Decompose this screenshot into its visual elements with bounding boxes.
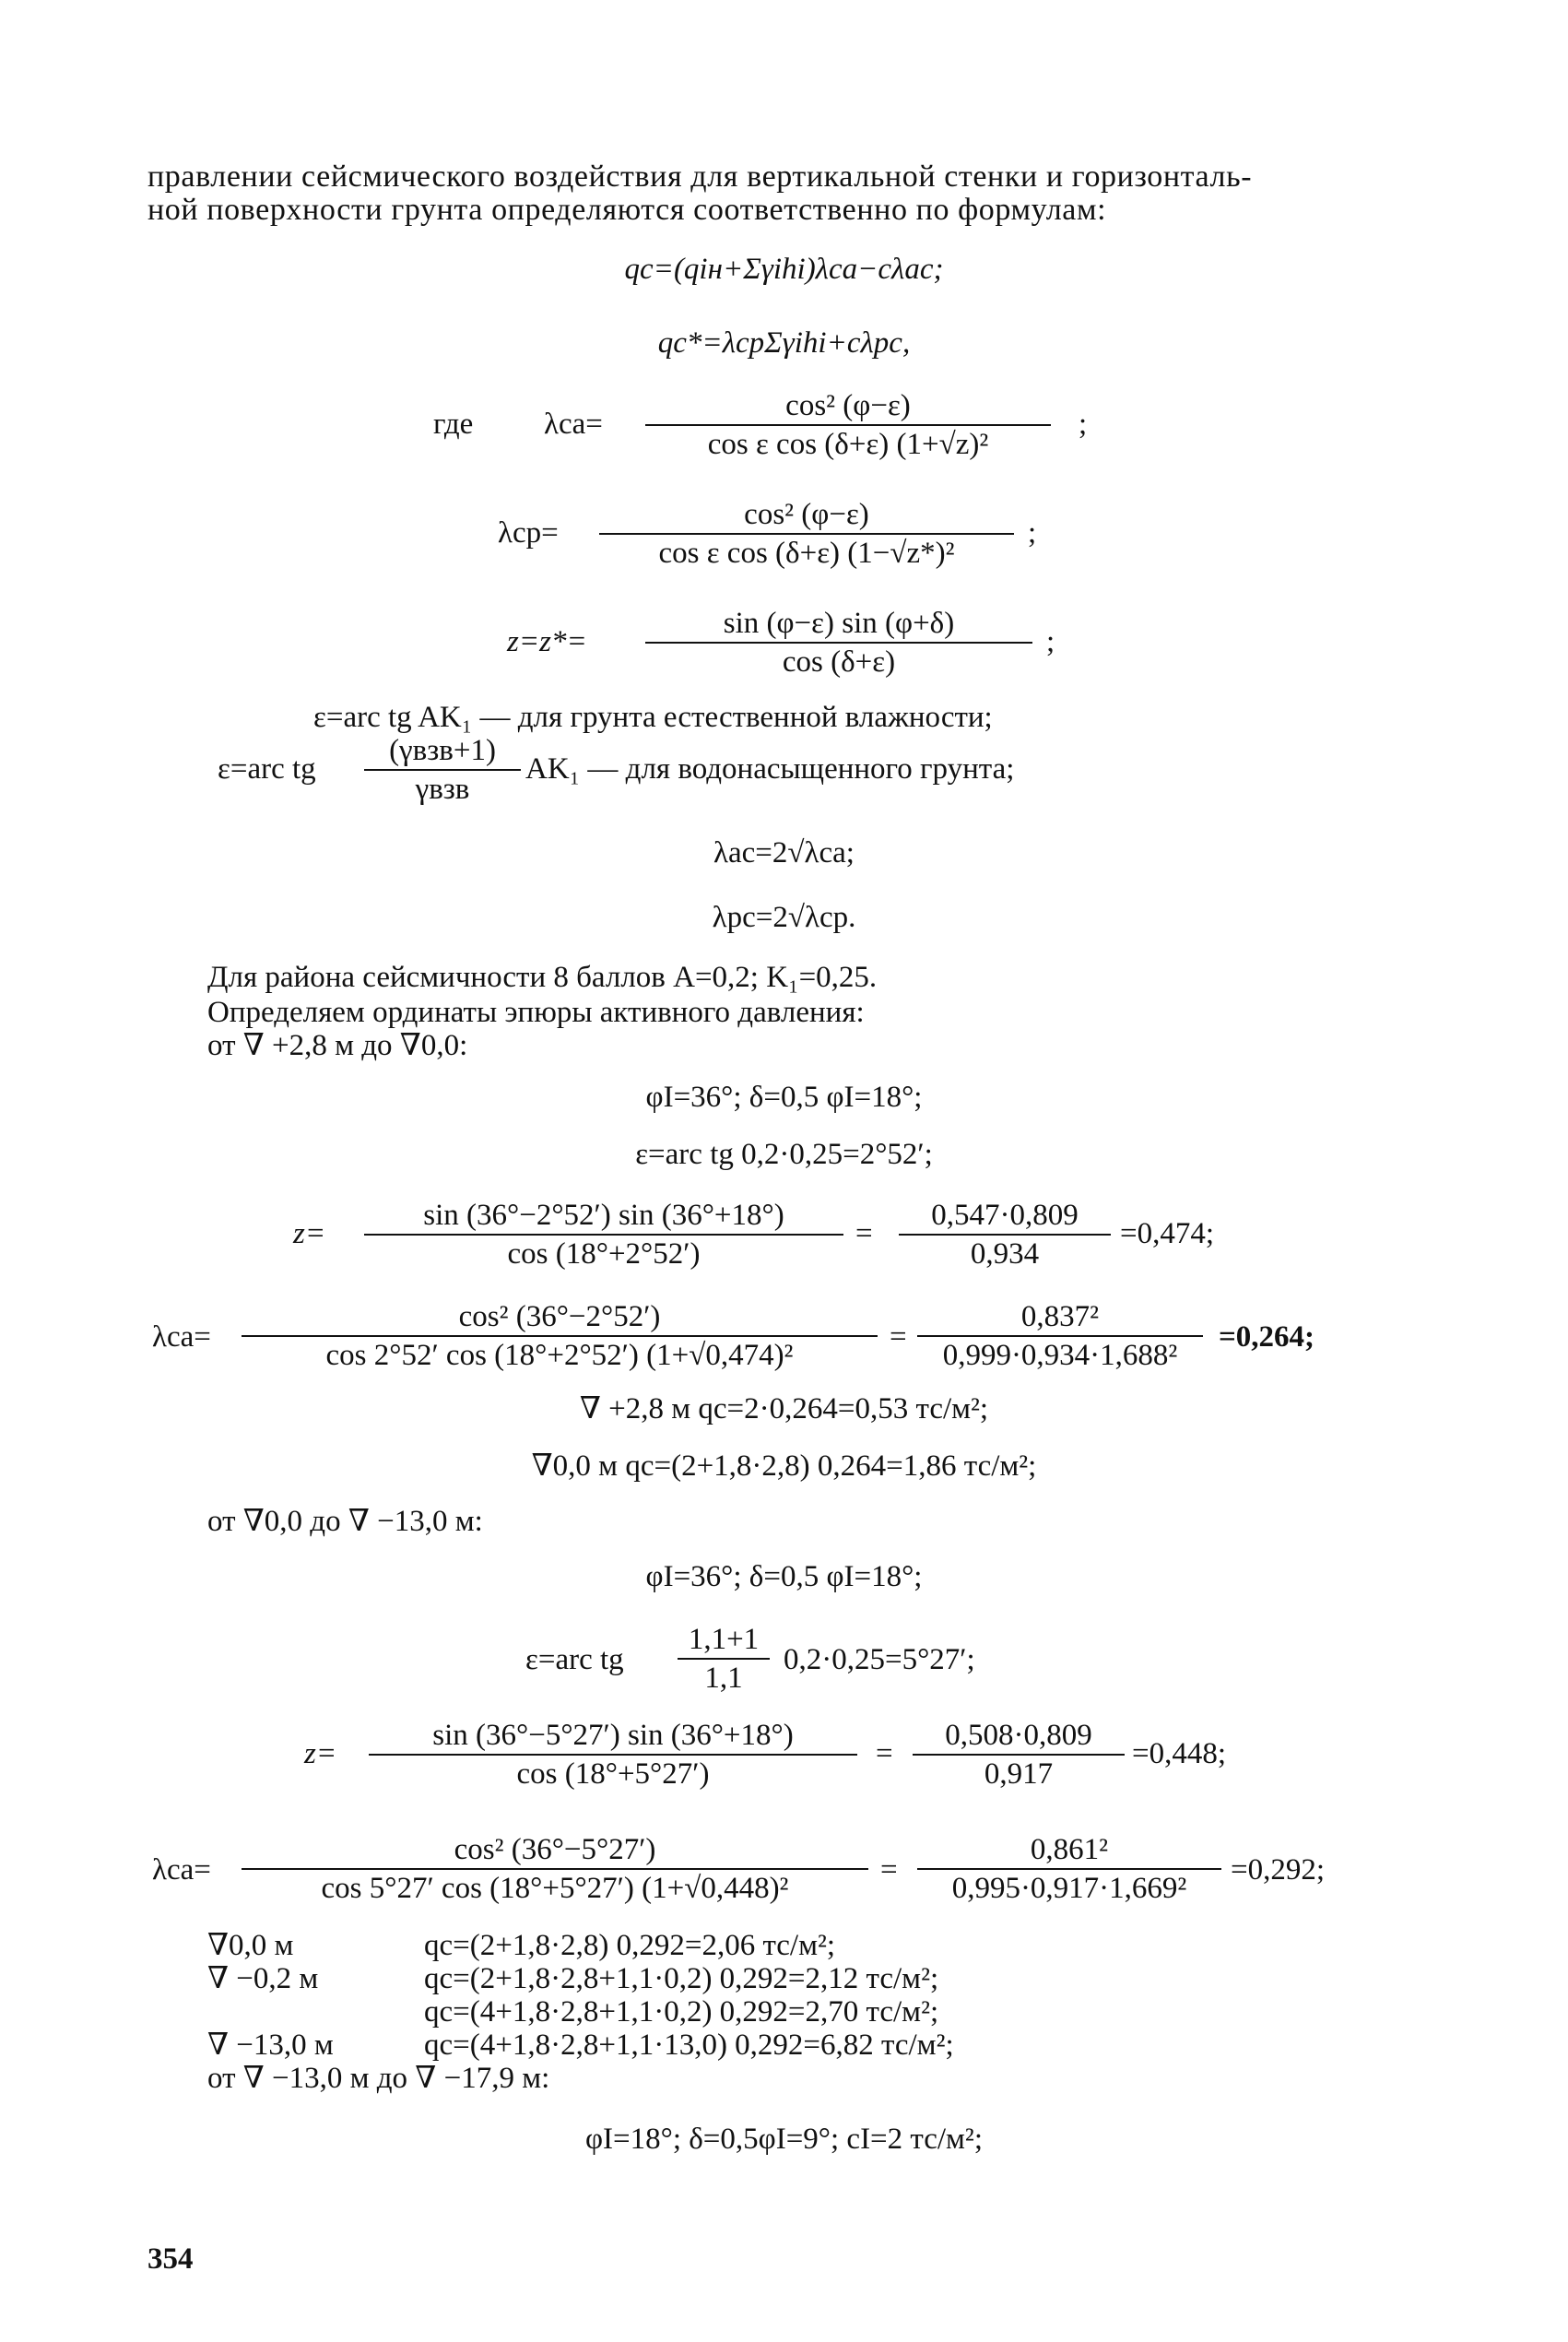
s1-lambda-fraction-2 bbox=[917, 1298, 1203, 1374]
s1-z-numerator-1: sin (36°−2°52′) sin (36°+18°) bbox=[364, 1197, 843, 1236]
eps-saturated-fraction bbox=[364, 732, 521, 808]
s2-z-denominator-1: cos (18°+5°27′) bbox=[516, 1757, 710, 1791]
s1-lambda-result: =0,264; bbox=[1219, 1320, 1315, 1354]
table-row-1-mark: ∇0,0 м bbox=[207, 1929, 294, 1962]
lambda-ca-tail: ; bbox=[1079, 408, 1088, 441]
s2-lambda-equals: = bbox=[880, 1853, 898, 1887]
s2-heading: от ∇0,0 до ∇ −13,0 м: bbox=[207, 1505, 483, 1538]
s2-eps-tail: 0,2·0,25=5°27′; bbox=[784, 1643, 975, 1676]
s1-z-fraction-2 bbox=[899, 1197, 1111, 1272]
eps-saturated-lhs: ε=arc tg bbox=[218, 752, 316, 786]
s2-eps-fraction bbox=[678, 1621, 770, 1697]
s1-lambda-lhs: λca= bbox=[152, 1320, 211, 1354]
s1-z-numerator-2: 0,547·0,809 bbox=[899, 1197, 1111, 1236]
s1-q-line-1: ∇ +2,8 м qс=2·0,264=0,53 тс/м²; bbox=[579, 1392, 989, 1425]
s2-z-equals: = bbox=[876, 1737, 893, 1770]
lambda-ac-formula: λac=2√λca; bbox=[713, 836, 855, 869]
s1-lambda-denominator-2: 0,999·0,934·1,688² bbox=[942, 1339, 1178, 1372]
eps-saturated-numerator: (γвзв+1) bbox=[364, 732, 521, 771]
s2-lambda-denominator-2: 0,995·0,917·1,669² bbox=[951, 1872, 1187, 1905]
eps-saturated-tail: AK₁ — для водонасыщенного грунта; bbox=[525, 752, 1015, 786]
s2-lambda-numerator-1: cos² (36°−5°27′) bbox=[242, 1831, 868, 1870]
s2-eps-lhs: ε=arc tg bbox=[525, 1643, 624, 1676]
formula-qc: qс=(qiн+Σγihi)λca−cλac; bbox=[624, 253, 944, 286]
s1-lambda-numerator-2: 0,837² bbox=[917, 1298, 1203, 1337]
region-line-3: от ∇ +2,8 м до ∇0,0: bbox=[207, 1029, 468, 1062]
s2-z-result: =0,448; bbox=[1132, 1737, 1227, 1770]
eps-saturated-denominator: γвзв bbox=[415, 773, 470, 806]
lambda-cp-tail: ; bbox=[1028, 516, 1037, 550]
z-def-lhs: z=z*= bbox=[507, 625, 587, 658]
s1-z-fraction-1 bbox=[364, 1197, 843, 1272]
s1-eps: ε=arc tg 0,2·0,25=2°52′; bbox=[635, 1138, 933, 1171]
s1-lambda-equals: = bbox=[890, 1320, 907, 1354]
region-line-2: Определяем ординаты эпюры активного давления: bbox=[207, 996, 865, 1029]
z-def-tail: ; bbox=[1046, 625, 1055, 658]
s2-z-numerator-2: 0,508·0,809 bbox=[913, 1717, 1125, 1756]
s2-lambda-fraction-1 bbox=[242, 1831, 868, 1907]
s1-lambda-fraction-1 bbox=[242, 1298, 878, 1374]
s2-lambda-lhs: λca= bbox=[152, 1853, 211, 1887]
region-line-1: Для района сейсмичности 8 баллов A=0,2; K₁=0,25. bbox=[207, 961, 878, 994]
eps-natural: ε=arc tg AK₁ — для грунта естественной влажности; bbox=[313, 701, 993, 734]
s2-z-denominator-2: 0,917 bbox=[984, 1757, 1054, 1791]
page-number: 354 bbox=[147, 2242, 194, 2276]
table-row-2-mark: ∇ −0,2 м bbox=[207, 1962, 319, 1995]
lambda-ca-fraction bbox=[645, 387, 1051, 463]
s1-z-lhs: z= bbox=[293, 1217, 326, 1250]
s2-lambda-result: =0,292; bbox=[1231, 1853, 1326, 1887]
formula-qc-star: qс*=λcpΣγihi+cλpc, bbox=[657, 326, 911, 360]
lambda-ca-lhs: λca= bbox=[544, 408, 603, 441]
intro-line-1: правлении сейсмического воздействия для вертикальной стенки и горизонталь- bbox=[147, 160, 1253, 194]
s2-lambda-denominator-1: cos 5°27′ cos (18°+5°27′) (1+√0,448)² bbox=[321, 1872, 789, 1905]
z-def-fraction bbox=[645, 605, 1032, 680]
lambda-ca-numerator: cos² (φ−ε) bbox=[645, 387, 1051, 426]
s2-params: φI=36°; δ=0,5 φI=18°; bbox=[645, 1560, 923, 1593]
where-label: где bbox=[433, 408, 474, 441]
intro-line-2: ной поверхности грунта определяются соответственно по формулам: bbox=[147, 193, 1107, 227]
s3-params: φI=18°; δ=0,5φI=9°; cI=2 тс/м²; bbox=[584, 2123, 983, 2156]
lambda-cp-lhs: λcp= bbox=[498, 516, 559, 550]
lambda-pc-formula: λpc=2√λcp. bbox=[712, 901, 856, 934]
s1-z-denominator-1: cos (18°+2°52′) bbox=[507, 1237, 701, 1271]
s1-lambda-numerator-1: cos² (36°−2°52′) bbox=[242, 1298, 878, 1337]
s1-z-denominator-2: 0,934 bbox=[970, 1237, 1040, 1271]
table-row-4-mark: ∇ −13,0 м bbox=[207, 2029, 334, 2062]
s1-lambda-denominator-1: cos 2°52′ cos (18°+2°52′) (1+√0,474)² bbox=[325, 1339, 794, 1372]
lambda-cp-numerator: cos² (φ−ε) bbox=[599, 496, 1014, 535]
table-row-4-value: qс=(4+1,8·2,8+1,1·13,0) 0,292=6,82 тс/м²; bbox=[424, 2029, 954, 2062]
s1-z-equals: = bbox=[855, 1217, 873, 1250]
lambda-cp-fraction bbox=[599, 496, 1014, 572]
s2-z-lhs: z= bbox=[304, 1737, 337, 1770]
s2-z-fraction-2 bbox=[913, 1717, 1125, 1792]
s3-heading: от ∇ −13,0 м до ∇ −17,9 м: bbox=[207, 2062, 550, 2095]
s2-lambda-numerator-2: 0,861² bbox=[917, 1831, 1221, 1870]
z-def-denominator: cos (δ+ε) bbox=[782, 645, 896, 679]
s2-lambda-fraction-2 bbox=[917, 1831, 1221, 1907]
lambda-ca-denominator: cos ε cos (δ+ε) (1+√z)² bbox=[707, 428, 989, 461]
z-def-numerator: sin (φ−ε) sin (φ+δ) bbox=[645, 605, 1032, 644]
s2-eps-numerator: 1,1+1 bbox=[678, 1621, 770, 1660]
s1-z-result: =0,474; bbox=[1120, 1217, 1215, 1250]
s2-z-numerator-1: sin (36°−5°27′) sin (36°+18°) bbox=[369, 1717, 857, 1756]
table-row-2-value: qс=(2+1,8·2,8+1,1·0,2) 0,292=2,12 тс/м²; bbox=[424, 1962, 939, 1995]
table-row-3-value: qс=(4+1,8·2,8+1,1·0,2) 0,292=2,70 тс/м²; bbox=[424, 1995, 939, 2029]
s1-q-line-2: ∇0,0 м qс=(2+1,8·2,8) 0,264=1,86 тс/м²; bbox=[531, 1449, 1037, 1483]
s2-eps-denominator: 1,1 bbox=[704, 1662, 743, 1695]
table-row-1-value: qс=(2+1,8·2,8) 0,292=2,06 тс/м²; bbox=[424, 1929, 836, 1962]
s2-z-fraction-1 bbox=[369, 1717, 857, 1792]
lambda-cp-denominator: cos ε cos (δ+ε) (1−√z*)² bbox=[658, 537, 955, 570]
s1-params: φI=36°; δ=0,5 φI=18°; bbox=[645, 1081, 923, 1114]
